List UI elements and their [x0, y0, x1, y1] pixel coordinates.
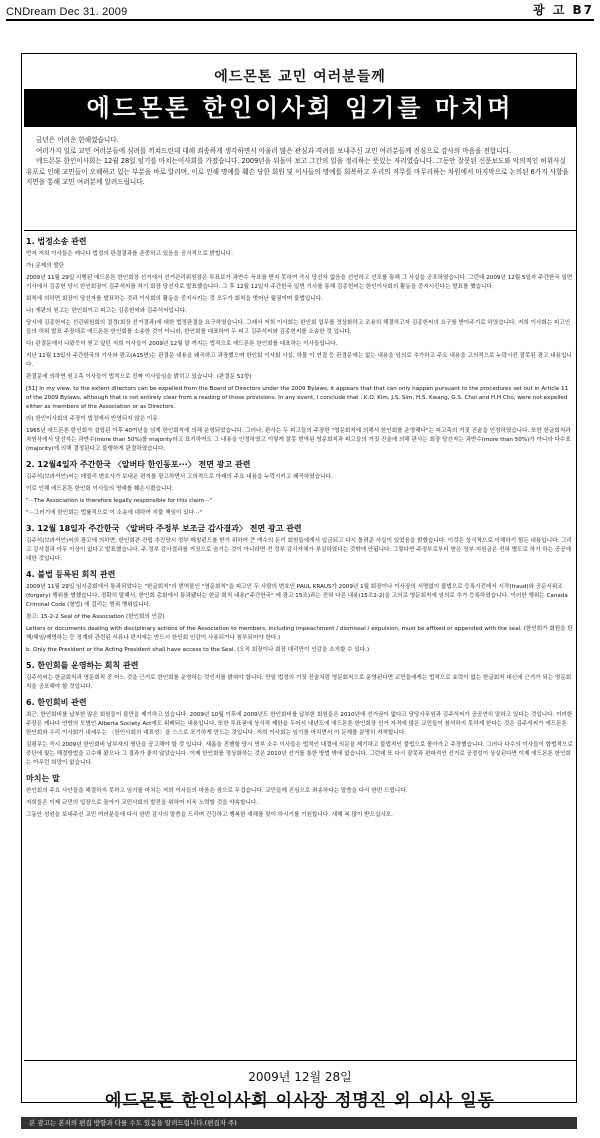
section-paragraph: 2009년 11월 29일 임시총회에서 통과되었다는 "한글회칙"의 번역물인 "영문회칙"을 피고인 두 사람의 변호인 PAUL KRAUS가 2009년 1월 회장이나 이사장의 서명없이 불법으로 등록시킨데서 시작(fraud)와 공문서위조(forgery) 행위를 범했습니다. 정확히 말해서, 한인회 총회에서 통과됐다는 한글 회칙 내용("주간한국" 에 광고 15조)과는 전혀 다른 내용(15조2-2)을 고의로 영문회칙에 임의로 추가 등록하였습니다. 이러한 행위는 Canada Criminal Code (형법) 에 걸리는 범죄 행위입니다.: [26, 584, 568, 608]
section-paragraph: 당시에 김종헌씨는 선관위원회의 결정(회장 선거결과)에 대한 법정판결을 요구하였습니다. 그래서 저희 이사회는 한인회 업무를 정상화하고 조용히 해결하고자 김종헌씨의 요구를 받아주기로 하였습니다. 저희 이사회는 피고인들의 허위 발표 주장대로 에드몬톤 한인회를 소송한 것이 아니라, 한인회를 대표하여 두 피고 김주석씨와 김종헌씨를 소송한 것 입니다.: [26, 320, 571, 335]
section-paragraph: 김주석(브라이언)씨는 데얼리 변호사가 보내온 편지를 광고하면서 고의적으로 아래의 주요 내용을 누락시키고 왜곡하였습니다.: [26, 474, 333, 480]
section-paragraph: "···The Association is therefore legally responsible for this claim···": [26, 498, 212, 504]
section-1: [26, 236, 574, 454]
section-paragraph: Letters or documents dealing with disciplinary actions of the Association to members, including impeachment / dismissal / expulsion, must be affixed or appended with the seal. (한인회가 회원을 탄핵/해임/제명하는 등 징계와 관련된 서류나 편지에는 반드시 한인회 인감이 사용되거나 첨부되어야 한다.): [26, 626, 573, 641]
intro-paragraph: 금년은 어려운 한해였습니다.: [36, 136, 119, 144]
section-paragraph: 저희들은 이제 교민의 입장으로 돌아가 교민사회의 발전을 위하여 더욱 노력할 것을 약속합니다.: [26, 800, 259, 806]
page-header: [6, 2, 594, 18]
page-section-label: 광 고 B7: [532, 3, 594, 17]
section-6: [26, 697, 574, 768]
section-paragraph: 참고: 15-2-2 Seal of the Association (한인회의 인감): [26, 614, 165, 620]
section-paragraph: 2009년 11월 29일 시행된 에드몬톤 한인회장 선거에서 선거관리위원장은 투표보가 과반수 득표를 받지 못하여 즉시 당선자 없음을 선언하고 선포를 통해 그 사실을 공포하였습니다. 그런데 2009년 12월 5일자 주간한국 일면 기사에서 김종헌 당시 한인회장이 김주석씨를 차기 회장 당선자로 발표했습니다. 그 후 12월 12일자 주간한국 일면 기사를 통해 김종헌씨는 한인이사회의 활동을 중지시킨다는 발표를 했습니다.: [26, 275, 573, 290]
intro-text: [26, 135, 574, 188]
section-paragraph: 판결문에 의하면 원고측 이사들이 법적으로 진짜 이사들임을 밝히고 있습니다. (판결문 51항): [26, 374, 252, 380]
section-heading: 2. 12월4일자 주간한국 〈알버타 한인동포···〉 전면 광고 관련: [26, 460, 251, 469]
section-paragraph: 김평무는 즉시 2009년 한인회비 납부자의 명단을 공고해야 할 것 입니다. 새롭을 진행할 당시 명부 소수 이사들은 법적인 대결에 의문을 제기하고 불법적인 불법으로 몰아가고 주장했습니다. 그러나 다수의 이사들이 합법적으로 중단에 빛는 해결방법을 고수해 왔으나 그 결과가 좋지 않았습니다. 이제 한인회를 정상화하는 것은 2010년 선거를 통한 방법 밖에 없습니다. 그런데 또 다시 잘못과 편파적인 선거로 공정성이 상실된다면 이제 에드몬톤 한인회는 아무런 희망이 없습니다.: [26, 742, 573, 766]
ad-body: [26, 236, 574, 825]
section-paragraph: [51] In my view, to the extent directors can be expelled from the Board of Directors under the 2009 Bylaws, it appears that that can only happen pursuant to the procedures set out in Article 11 of the 2009 Bylaws, although that is not entirely clear from a reading of those provisions. In any event, I conclude that : K.O. Kim, J.S. Sim, H.S. Kwang, G.S. Choi and H.H Cho, were not expelled either as members of the Association or as Directors.: [26, 386, 569, 410]
section-paragraph: 지난 11월 13일자 주간한국의 기사와 광고(A15면)는 판결문 내용을 왜곡하고 과장했으며 한인회 이사회 사실, 하물 이 연결 등 판결문에는 없는 내용을 임의로 추가하고 주요 내용을 고의적으로 누락시킨 잘못된 광고 내용입니다.: [26, 353, 572, 368]
section-heading: 마치는 말: [26, 774, 60, 783]
intro-paragraph: 에드몬톤 한인이사회는 12월 28일 임기를 마치는이사회를 가졌습니다. 2009년을 뒤돌아 보고 그간의 일을 정리하는 뜻있는 자리였습니다. 그동안 잘못된 신문보도와 악의적인 허위사실 유포로 인해 교민들이 오해하고 있는 부분을 바로 알리며, 이로 인해 명예를 훼손 당한 회원 및 이사들의 명예를 회복하고 우리의 직무를 마무리하는 차원에서 마지막으로 논의된 6가지 사항을 지면을 통해 교민 여러분께 알려드립니다.: [26, 157, 569, 186]
editor-note: 본 광고는 본지의 편집 방향과 다를 수도 있음을 알려드립니다.(편집자 주): [21, 1117, 577, 1129]
section-paragraph: 이로 인해 에드몬톤 한인회 이사들의 명예를 훼손시켰습니다.: [26, 486, 174, 492]
intro-paragraph: 여러가지 일로 교민 여러분들에 심려를 끼쳐드린데 대해 죄송하게 생각하면서 아울러 많은 관심과 격려를 보내주신 교민 여러분들께 진심으로 감사의 마음을 전합니다.: [36, 146, 512, 155]
section-heading: 5. 한인회를 운영하는 회칙 관련: [26, 661, 139, 670]
section-paragraph: 최근, 한인회비를 납부한 많은 회원들이 불만을 제기하고 있습니다. 2009년 10월 이후에 2009년도 한인회비를 납부한 회원들은 2010년에 선거권이 없다고 당당사무원과 김주석씨가 공공연히 말하고 있다는 것입니다. 이러한 주장은 캐나다 연방의 모범인 Alberta Society Act에도 위배되는 내용입니다. 또한 투표권에 상식적 제한을 두어서 내년도에 에드몬톤 한인회장 선거 자격에 많은 교민들이 참석하지 못하게 한다는 것은 김주석씨가 에드몬톤 한인회와 우리 이사회가 내세우는 〈한인사회의 대표성〉을 스스로 포기하게 만드는 것입니다. 저희 이사회는 임기를 마치면서 이 문제를 분명히 지적합니다.: [26, 712, 573, 736]
section-paragraph: 다) 판결문에서 나왔듯이 원고 앞던 저희 이사들이 2009년 12월 말 까지는 법적으로 에드몬톤 한인회를 대표하는 이사들입니다.: [26, 341, 338, 347]
intro-divider: [24, 230, 576, 231]
section-7: [26, 773, 574, 820]
section-paragraph: "···그러기에 한인회는 법률적으로 이 소송에 대하여 지불 책임이 있다···": [26, 510, 202, 516]
section-paragraph: 1965년 에드몬톤 한인회가 설립된 이후 40여년을 넘게 한인회칙에 의해 운영되었습니다. 그러나, 판사는 두 피고들의 주장한 "영문회칙에 의해서 한인회를 운영해다"는 피고측의 거짓 진술을 인정하였습니다. 또한 한글회칙과 차원사에서 당선자는 과반수(more than 50%)를 majority라고 표기하여도 그 내용을 인정하였고 이렇게 잘못 번역된 영문회칙과 피고들의 거짓 진술에 의해 판사는 회장 당선자는 과반수(more than 50%)가 아니라 다수표(majority)에 의해 결정된다고 불행하게 판결하였습니다.: [26, 428, 571, 452]
section-paragraph: 한인회의 주요 사안들을 해결하지 못하고 임기를 마치는 저희 이사들의 마음은 참으로 무겁습니다. 교민들께 진심으로 죄송하다는 말씀을 다시 한번 드립니다.: [26, 788, 408, 794]
section-heading: 4. 불법 등록된 회칙 관련: [26, 570, 116, 579]
section-heading: 3. 12월 18일자 주간한국 〈알버타 주정부 보조금 감사결과〉 전면 광고 관련: [26, 524, 302, 533]
signature-divider: [24, 1060, 576, 1061]
ad-title: 에드몬톤 한인이사회 임기를 마치며: [24, 89, 576, 127]
section-4: [26, 569, 574, 655]
section-paragraph: 라) 한인이사회의 주장이 법정에서 반영되지 않은 이유: [26, 416, 158, 422]
section-paragraph: 김주석씨는 한글회칙과 영문회칙 중 어느 것을 근거로 한인회를 운영하는 것인지를 밝혀야 합니다. 만일 법정의 거짓 진술처럼 영문회칙으로 운영된다면 교민들에게는 법적으로 효력이 없는 한글회칙 대신에 근거가 되는 영문회칙을 공포해야 할 것입니다.: [26, 675, 572, 690]
section-2: [26, 459, 574, 518]
section-paragraph: 나) 재판의 원고는 한인회이고 피고는 김종헌씨와 김주석씨입니다.: [26, 308, 187, 314]
section-heading: 1. 법정소송 관련: [26, 237, 87, 246]
signature-date: 2009년 12월 28일: [248, 1070, 352, 1084]
newspaper-masthead: CNDream Dec 31. 2009: [6, 6, 128, 18]
section-paragraph: 먼저 저희 이사들은 캐나다 법정의 판결결과를 존중하고 있음을 공식적으로 밝힙니다.: [26, 251, 233, 257]
greeting-heading: 에드몬톤 교민 여러분들께: [214, 69, 386, 85]
section-paragraph: 그동안 성원을 보내주신 교민 여러분들에 다시 한번 감사의 말씀을 드리며 건강하고 행복한 새해를 맞이 하시기를 기원합니다. 새해 복 많이 받으십시오.: [26, 812, 393, 818]
header-rule: [6, 19, 594, 21]
section-heading: 6. 한인회비 관련: [26, 698, 87, 707]
section-5: [26, 660, 574, 692]
section-paragraph: b. Only the President or the Acting President shall have access to the Seal. (오직 회장이나 회장 대리만이 인감을 소지할 수 있다.): [26, 647, 370, 653]
section-paragraph: 김주석(브라이언)씨의 광고에 의하면, 한인회관 건립 추진당시 정부 매칭펀드를 받기 위하여 큰 액수의 돈이 회원들에게서 입금되고 다시 돌려준 사실이 있었음을 밝혔습니다. 이것은 상식적으로 이해하기 힘든 내용입니다. 그리고 감사결과 아무 이상이 없다고 발표했습니다. 주 정부 감사결과를 거짓으로 숨기는 것이 아니라면 전 정부 감사자체가 부실하였다는 것밖에 안됩니다. 그렇다면 주정부로부터 받은 정부 지원금은 전혀 별도로 하기 하는 공공에 대한 것입니다.: [26, 538, 572, 562]
signature-name: 에드몬톤 한인이사회 이사장 정명진 외 이사 일동: [105, 1091, 495, 1111]
section-paragraph: 가) 문제의 발단: [26, 263, 65, 269]
section-paragraph: 회칙에 의하면 회장이 당선자를 발표하는 것과 이사회의 활동을 중지시키는 것 모두가 회칙을 벗어난 월권이며 불법입니다.: [26, 296, 323, 302]
section-3: [26, 523, 574, 564]
